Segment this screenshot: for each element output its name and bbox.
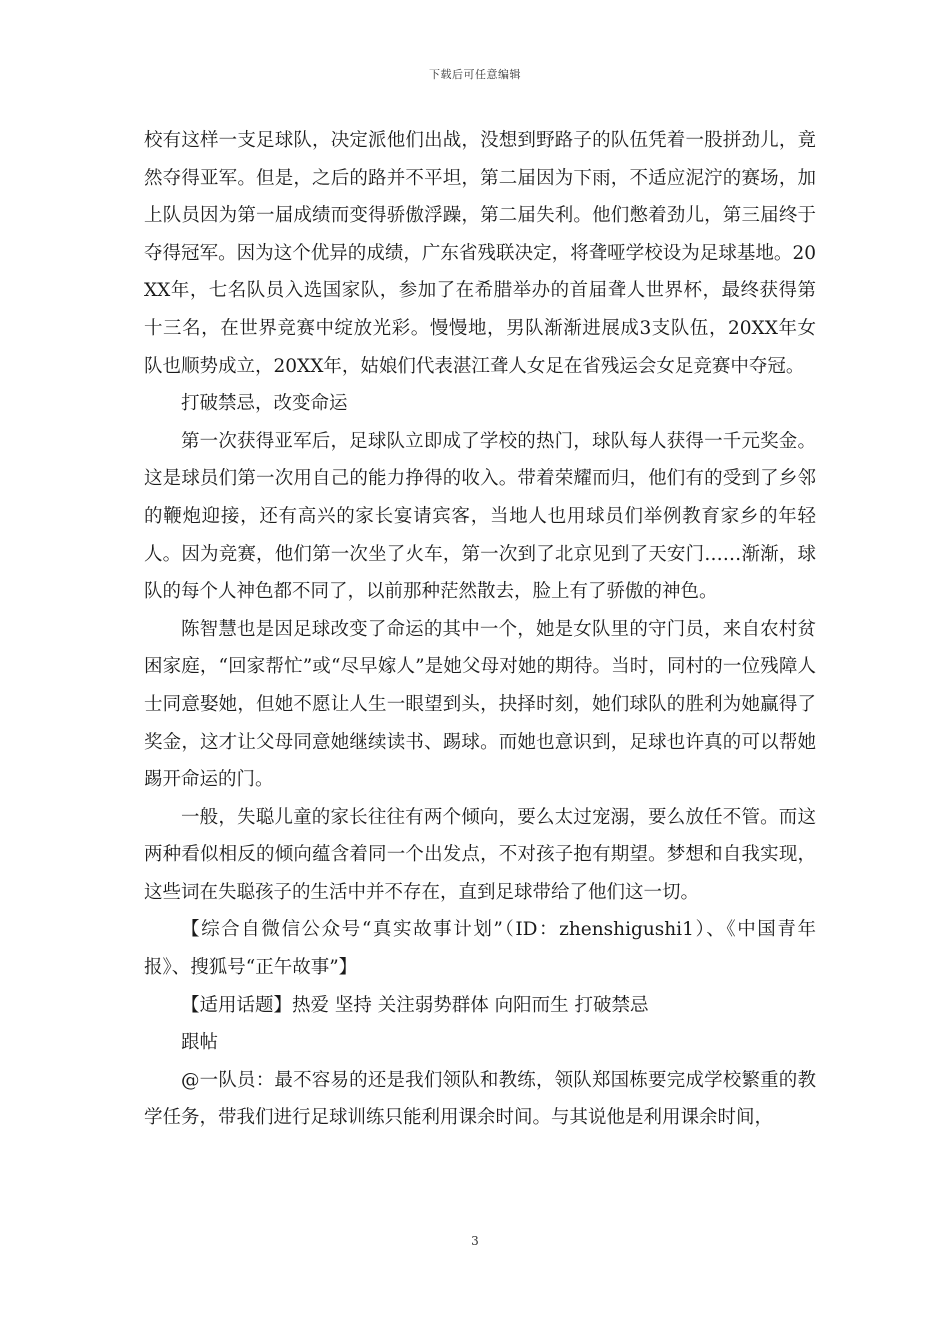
section-heading: 打破禁忌，改变命运 <box>181 393 348 415</box>
page-number: 3 <box>471 1234 479 1248</box>
comments-heading: 跟帖 <box>181 1032 219 1054</box>
page-header: 下载后可任意编辑 <box>429 68 521 81</box>
document-body <box>144 122 816 1137</box>
paragraph-3: 陈智慧也是因足球改变了命运的其中一个，她是女队里的守门员，来自农村贫困家庭，“回家帮忙”或“尽早嫁人”是她父母对她的期待。当时，同村的一位残障人士同意娶她，但她不愿让人生一眼望到头，抉择时刻，她们球队的胜利为她赢得了奖金，这才让父母同意她继续读书、踢球。而她也意识到，足球也许真的可以帮她踢开命运的门。 <box>144 618 816 791</box>
topic-tags: 【适用话题】热爱 坚持 关注弱势群体 向阳而生 打破禁忌 <box>181 994 649 1016</box>
comment-paragraph: @一队员：最不容易的还是我们领队和教练，领队郑国栋要完成学校繁重的教学任务，带我们进行足球训练只能利用课余时间。与其说他是利用课余时间， <box>144 1069 816 1129</box>
source-citation: 【综合自微信公众号“真实故事计划”（ID：zhenshigushi1）、《中国青年报》、搜狐号“正午故事”】 <box>144 919 816 979</box>
paragraph-1: 校有这样一支足球队，决定派他们出战，没想到野路子的队伍凭着一股拼劲儿，竟然夺得亚军。但是，之后的路并不平坦，第二届因为下雨，不适应泥泞的赛场，加上队员因为第一届成绩而变得骄傲浮躁，第二届失利。他们憋着劲儿，第三届终于夺得冠军。因为这个优异的成绩，广东省残联决定，将聋哑学校设为足球基地。20XX年，七名队员入选国家队，参加了在希腊举办的首届聋人世界杯，最终获得第十三名，在世界竞赛中绽放光彩。慢慢地，男队渐渐进展成3支队伍，20XX年女队也顺势成立，20XX年，姑娘们代表湛江聋人女足在省残运会女足竞赛中夺冠。 <box>144 130 816 377</box>
paragraph-2: 第一次获得亚军后，足球队立即成了学校的热门，球队每人获得一千元奖金。这是球员们第一次用自己的能力挣得的收入。带着荣耀而归，他们有的受到了乡邻的鞭炮迎接，还有高兴的家长宴请宾客，当地人也用球员们举例教育家乡的年轻人。因为竞赛，他们第一次坐了火车，第一次到了北京见到了天安门……渐渐，球队的每个人神色都不同了，以前那种茫然散去，脸上有了骄傲的神色。 <box>144 430 816 603</box>
paragraph-4: 一般，失聪儿童的家长往往有两个倾向，要么太过宠溺，要么放任不管。而这两种看似相反的倾向蕴含着同一个出发点，不对孩子抱有期望。梦想和自我实现，这些词在失聪孩子的生活中并不存在，直到足球带给了他们这一切。 <box>144 806 816 903</box>
